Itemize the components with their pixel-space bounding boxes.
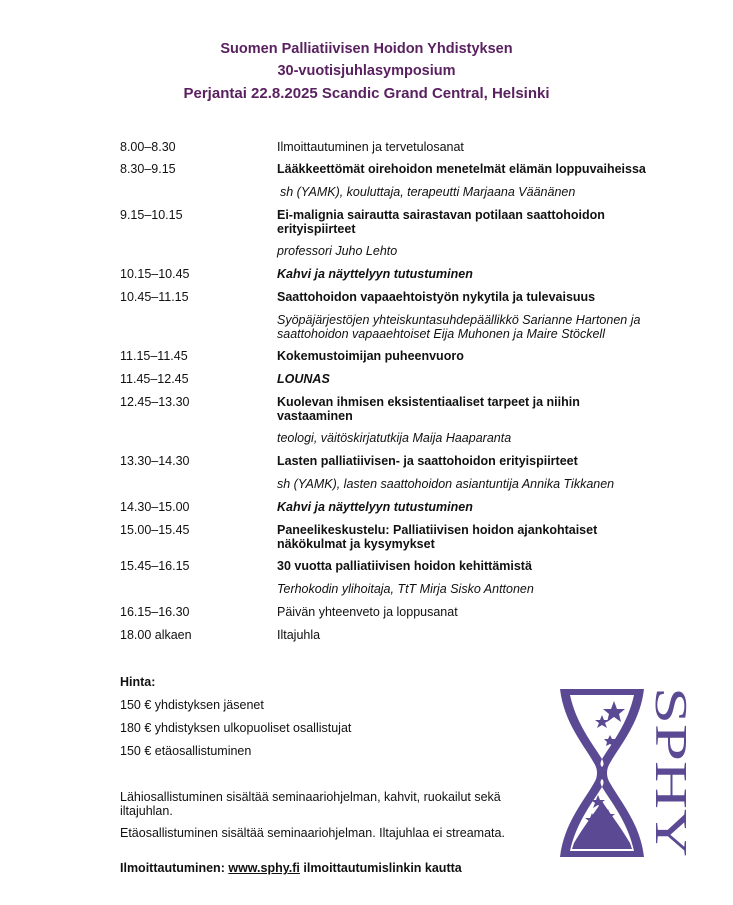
event-title: 30-vuotisjuhlasymposium [277, 63, 456, 79]
program-speaker: sh (YAMK), lasten saattohoidon asiantuntija Annika Tikkanen [277, 477, 615, 491]
program-title: Kahvi ja näyttelyyn tutustuminen [277, 267, 473, 281]
program-speaker: professori Juho Lehto [277, 244, 398, 258]
program-time: 14.30–15.00 [120, 500, 190, 514]
program-speaker: Syöpäjärjestöjen yhteiskuntasuhdepäällikkö Sarianne Hartonen ja saattohoidon vapaaehtoiset Eija Muhonen ja Maire Stöckell [277, 313, 641, 341]
program-time: 15.00–15.45 [120, 523, 190, 537]
program-title: LOUNAS [277, 372, 330, 386]
program-title: Saattohoidon vapaaehtoistyön nykytila ja tulevaisuus [277, 290, 596, 304]
program-title: Lasten palliatiivisen- ja saattohoidon erityispiirteet [277, 454, 578, 468]
registration-link[interactable]: www.sphy.fi [228, 861, 300, 875]
event-header [0, 38, 733, 106]
program-speaker: Terhokodin ylihoitaja, TtT Mirja Sisko Anttonen [277, 582, 534, 596]
program-title: Ei-malignia sairautta sairastavan potilaan saattohoidon erityispiirteet [277, 208, 605, 236]
sphy-logo [552, 683, 702, 863]
program-time: 11.15–11.45 [120, 349, 188, 363]
price-item: 150 € etäosallistuminen [120, 744, 252, 758]
program-speaker: teologi, väitöskirjatutkija Maija Haaparanta [277, 431, 512, 445]
onsite-note: Lähiosallistuminen sisältää seminaariohjelman, kahvit, ruokailut sekä iltajuhlan. [120, 790, 501, 818]
program-time: 8.00–8.30 [120, 140, 176, 154]
organization-name: Suomen Palliatiivisen Hoidon Yhdistyksen [220, 41, 513, 57]
registration-line [120, 861, 680, 875]
program-speaker: sh (YAMK), kouluttaja, terapeutti Marjaana Väänänen [280, 185, 576, 199]
program-time: 8.30–9.15 [120, 162, 176, 176]
program-title: Lääkkeettömät oirehoidon menetelmät elämän loppuvaiheissa [277, 162, 646, 176]
program-time: 18.00 alkaen [120, 628, 192, 642]
program-time: 10.45–11.15 [120, 290, 189, 304]
program-title: Kahvi ja näyttelyyn tutustuminen [277, 500, 473, 514]
event-date-venue: Perjantai 22.8.2025 Scandic Grand Central, Helsinki [183, 85, 550, 102]
program-title: Iltajuhla [277, 628, 321, 642]
hourglass-stars-logo-icon [552, 683, 702, 863]
remote-note: Etäosallistuminen sisältää seminaariohjelman. Iltajuhlaa ei streamata. [120, 826, 505, 840]
program-title: 30 vuotta palliatiivisen hoidon kehittämistä [277, 559, 532, 573]
program-title: Kuolevan ihmisen eksistentiaaliset tarpeet ja niihin vastaaminen [277, 395, 580, 423]
registration-label: Ilmoittautuminen: [120, 861, 225, 875]
program-title: Paneelikeskustelu: Palliatiivisen hoidon ajankohtaiset näkökulmat ja kysymykset [277, 523, 598, 551]
program-time: 12.45–13.30 [120, 395, 190, 409]
price-item: 150 € yhdistyksen jäsenet [120, 698, 264, 712]
program-time: 13.30–14.30 [120, 454, 190, 468]
program-time: 16.15–16.30 [120, 605, 190, 619]
program-title: Päivän yhteenveto ja loppusanat [277, 605, 458, 619]
pricing-heading: Hinta: [120, 675, 156, 689]
program-time: 10.15–10.45 [120, 267, 190, 281]
program-time: 9.15–10.15 [120, 208, 183, 222]
logo-text: SPHY [646, 687, 697, 805]
program-time: 15.45–16.15 [120, 559, 190, 573]
registration-suffix: ilmoittautumislinkin kautta [303, 861, 462, 875]
program-time: 11.45–12.45 [120, 372, 189, 386]
program-title: Kokemustoimijan puheenvuoro [277, 349, 464, 363]
program-title: Ilmoittautuminen ja tervetulosanat [277, 140, 464, 154]
price-item: 180 € yhdistyksen ulkopuoliset osallistujat [120, 721, 352, 735]
